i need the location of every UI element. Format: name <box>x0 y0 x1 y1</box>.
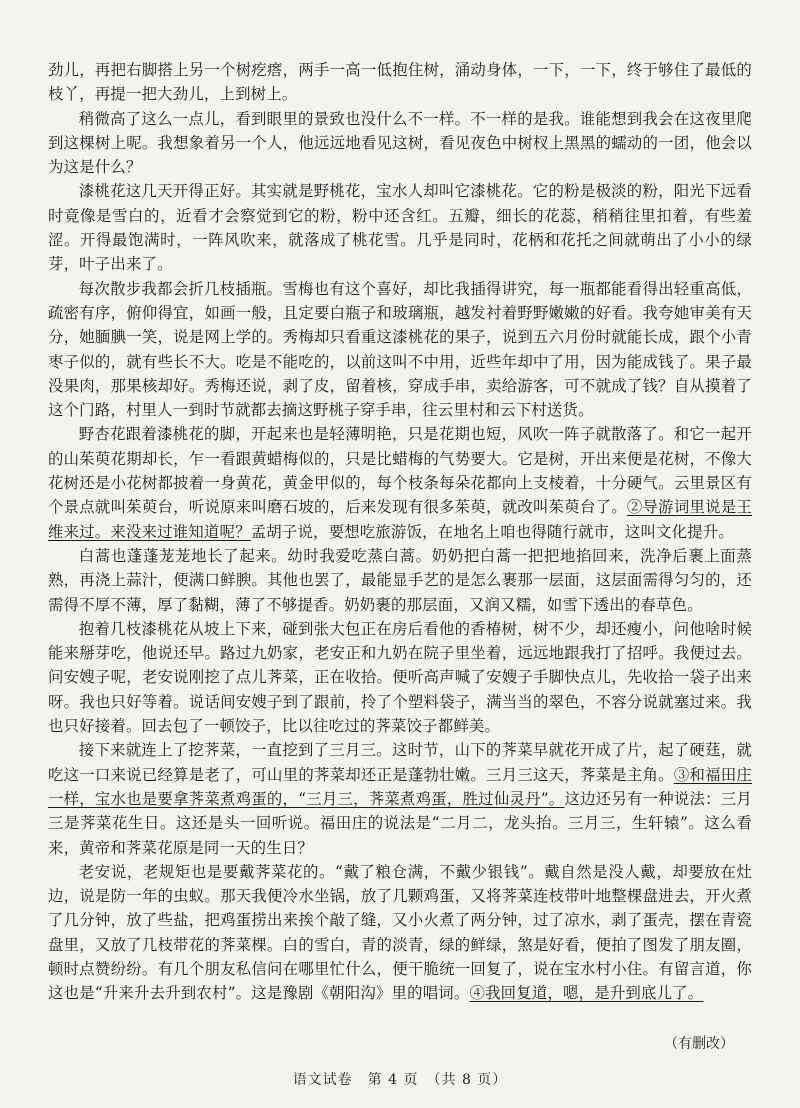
underlined-sentence-4: ④我回复道，嗯，是升到底儿了。 <box>469 984 704 1003</box>
paragraph-8-text-b: 这边还另有一种说法：三月三是荠菜花生日。这还是头一回听说。福田庄的说法是“二月二，龙头抬。三月三，生轩辕”。这么看来，黄帝和荠菜花原是同一天的生日？ <box>48 789 752 857</box>
paragraph-9 <box>48 860 752 1006</box>
source-note: （有删改） <box>664 1036 734 1052</box>
underlined-sentence-2: ②导游词里说是王维来过。来没来过谁知道呢？ <box>48 498 752 541</box>
paragraph-9-text-a: 老安说，老规矩也是要戴荠菜花的。“戴了粮仓满，不戴少银钱”。戴自然是没人戴，却要放在灶边，说是防一年的虫蚁。那天我便冷水坐锅，放了几颗鸡蛋，又将荠菜连枝带叶地整棵盘进去，开火煮了几分钟，放了些盐，把鸡蛋捞出来挨个敲了缝，又小火煮了两分钟，过了凉水，剥了蛋壳，摆在青瓷盘里，又放了几枝带花的荠菜棵。白的雪白，青的淡青，绿的鲜绿，煞是好看，便拍了图发了朋友圈，顿时点赞纷纷。有几个朋友私信问在哪里忙什么，便干脆统一回复了，说在宝水村小住。有留言道，你这也是“升来升去升到农村”。这是豫剧《朝阳沟》里的唱词。 <box>48 862 752 1003</box>
paragraph-2: 稍微高了这么一点儿，看到眼里的景致也没什么不一样。不一样的是我。谁能想到我会在这夜里爬到这棵树上呢。我想象着另一个人，他远远地看见这树，看见夜色中树杈上黑黑的蠕动的一团，他会以为这是什么？ <box>48 109 752 177</box>
paragraph-5 <box>48 422 752 543</box>
paragraph-5-text-a: 野杏花跟着漆桃花的脚，开起来也是轻薄明艳，只是花期也短，风吹一阵子就散落了。和它一起开的山茱萸花期却长，乍一看跟黄蜡梅似的，只是比蜡梅的气势要大。它是树，开出来便是花树，不像大花树还是小花树都披着一身黄花，黄金甲似的，每个枝条每朵花都向上支棱着，十分硬气。云里景区有个景点就叫茱萸台，听说原来叫磨石坡的，后来发现有很多茱萸，就改叫茱萸台了。 <box>48 425 752 517</box>
paragraph-3: 漆桃花这几天开得正好。其实就是野桃花，宝水人却叫它漆桃花。它的粉是极淡的粉，阳光下远看时竟像是雪白的，近看才会察觉到它的粉，粉中还含红。五瓣，细长的花蕊，稍稍往里扣着，有些羞涩。开得最饱满时，一阵风吹来，就落成了桃花雪。几乎是同时，花柄和花托之间就萌出了小小的绿芽，叶子出来了。 <box>48 182 752 274</box>
paragraph-4: 每次散步我都会折几枝插瓶。雪梅也有这个喜好，却比我插得讲究，每一瓶都能看得出轻重高低，疏密有序，俯仰得宜，如画一般，且定要白瓶子和玻璃瓶，越发衬着野野嫩嫩的好看。我夸她审美有天分，她腼腆一笑，说是网上学的。秀梅却只看重这漆桃花的果子，说到五六月份时就能长成，跟个小青枣子似的，就有些长不大。吃是不能吃的，以前这叫不中用，近些年却中了用，因为能成钱了。果子最没果肉，那果核却好。秀梅还说，剥了皮，留着核，穿成手串，卖给游客，可不就成了钱？自从摸着了这个门路，村里人一到时节就都去摘这野桃子穿手串，往云里村和云下村送货。 <box>48 279 752 420</box>
paragraph-8 <box>48 738 752 859</box>
paragraph-7: 抱着几枝漆桃花从坡上下来，碰到张大包正在房后看他的香椿树，树不少，却还瘦小，问他啥时候能来掰芽吃，他说还早。路过九奶家，老安正和九奶在院子里坐着，远远地跟我打了招呼。我便过去。问安嫂子呢，老安说刚挖了点儿荠菜，正在收拾。便听高声喊了安嫂子手脚快点儿，先收拾一袋子出来呀。我也只好等着。说话间安嫂子到了跟前，拎了个塑料袋子，满当当的翠色，不容分说就塞过来。我也只好接着。回去包了一顿饺子，比以往吃过的荠菜饺子都鲜美。 <box>48 619 752 736</box>
page-footer: 语文试卷 第 4 页 （共 8 页） <box>292 1072 508 1088</box>
paragraph-1: 劲儿，再把右脚搭上另一个树疙瘩，两手一高一低抱住树，涌动身体，一下，一下，终于够住了最低的枝丫，再提一把大劲儿，上到树上。 <box>48 61 752 104</box>
underlined-sentence-3: ③和福田庄一样，宝水也是要拿荠菜煮鸡蛋的，“三月三，荠菜煮鸡蛋，胜过仙灵丹”。 <box>48 765 752 808</box>
paragraph-6: 白蒿也蓬蓬茏茏地长了起来。幼时我爱吃蒸白蒿。奶奶把白蒿一把把地掐回来，洗净后裹上面蒸熟，再浇上蒜汁，便满口鲜腴。其他也罢了，最能显手艺的是怎么裹那一层面，这层面需得匀匀的，还需得不厚不薄，厚了黏糊，薄了不够提香。奶奶裹的那层面，又润又糯，如雪下透出的春草色。 <box>48 546 752 614</box>
article-body <box>48 58 752 1006</box>
paragraph-8-text-a: 接下来就连上了挖荠菜，一直挖到了三月三。这时节，山下的荠菜早就花开成了片，起了硬莛，就吃这一口来说已经算是老了，可山里的荠菜却还正是蓬勃壮嫩。三月三这天，荠菜是主角。 <box>48 741 752 784</box>
paragraph-5-text-b: 孟胡子说，要想吃旅游饭，在地名上咱也得随行就市，这叫文化提升。 <box>250 522 734 541</box>
